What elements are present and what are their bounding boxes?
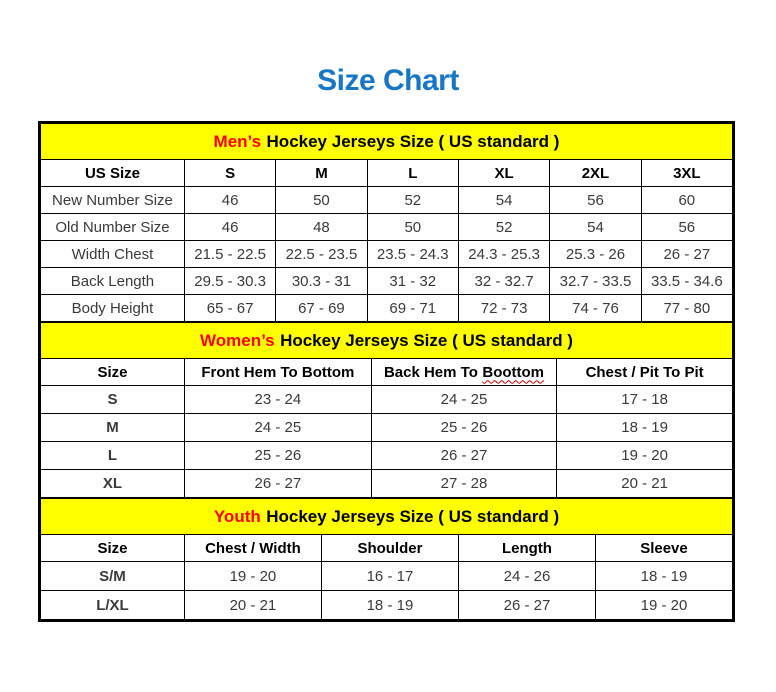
table-cell: 18 - 19 bbox=[595, 562, 732, 591]
table-row bbox=[41, 562, 733, 591]
row-header: Old Number Size bbox=[41, 214, 185, 241]
table-cell: 27 - 28 bbox=[371, 470, 556, 498]
mens-size-table bbox=[40, 123, 733, 322]
table-cell: 54 bbox=[550, 214, 641, 241]
table-cell: 46 bbox=[184, 187, 275, 214]
column-header: Sleeve bbox=[595, 535, 732, 562]
table-cell: 16 - 17 bbox=[321, 562, 458, 591]
table-cell: 30.3 - 31 bbox=[276, 268, 367, 295]
column-header: Chest / Width bbox=[184, 535, 321, 562]
table-cell: 19 - 20 bbox=[595, 591, 732, 620]
table-cell: 60 bbox=[641, 187, 732, 214]
table-cell: 26 - 27 bbox=[371, 442, 556, 470]
column-header: Size bbox=[41, 535, 185, 562]
table-cell: 18 - 19 bbox=[557, 414, 733, 442]
youth-banner-row bbox=[41, 499, 733, 535]
row-header: S/M bbox=[41, 562, 185, 591]
row-header: Width Chest bbox=[41, 241, 185, 268]
table-cell: 26 - 27 bbox=[641, 241, 732, 268]
column-header: Size bbox=[41, 359, 185, 386]
table-cell: 23 - 24 bbox=[184, 386, 371, 414]
table-cell: 50 bbox=[276, 187, 367, 214]
table-cell: 48 bbox=[276, 214, 367, 241]
womens-size-table bbox=[40, 322, 733, 498]
column-header: Shoulder bbox=[321, 535, 458, 562]
column-header: XL bbox=[458, 160, 549, 187]
table-cell: 19 - 20 bbox=[184, 562, 321, 591]
table-cell: 50 bbox=[367, 214, 458, 241]
mens-banner-text: Hockey Jerseys Size ( US standard ) bbox=[266, 131, 560, 151]
table-cell: 56 bbox=[550, 187, 641, 214]
table-cell: 25 - 26 bbox=[184, 442, 371, 470]
youth-banner-text: Hockey Jerseys Size ( US standard ) bbox=[266, 506, 560, 526]
column-header: Length bbox=[458, 535, 595, 562]
table-cell: 26 - 27 bbox=[458, 591, 595, 620]
table-cell: 56 bbox=[641, 214, 732, 241]
mens-banner-highlight: Men’s bbox=[213, 131, 262, 151]
column-header: US Size bbox=[41, 160, 185, 187]
youth-banner-highlight: Youth bbox=[213, 506, 261, 526]
table-cell: 52 bbox=[458, 214, 549, 241]
womens-banner-highlight: Women’s bbox=[200, 330, 275, 350]
table-row bbox=[41, 241, 733, 268]
table-cell: 20 - 21 bbox=[184, 591, 321, 620]
row-header: Back Length bbox=[41, 268, 185, 295]
table-row bbox=[41, 442, 733, 470]
table-row bbox=[41, 295, 733, 322]
youth-table-banner bbox=[41, 499, 733, 535]
column-header: 3XL bbox=[641, 160, 732, 187]
table-cell: 22.5 - 23.5 bbox=[276, 241, 367, 268]
table-cell: 17 - 18 bbox=[557, 386, 733, 414]
row-header: M bbox=[41, 414, 185, 442]
womens-table-banner bbox=[41, 323, 733, 359]
column-header: Chest / Pit To Pit bbox=[557, 359, 733, 386]
table-cell: 24 - 25 bbox=[184, 414, 371, 442]
row-header: L/XL bbox=[41, 591, 185, 620]
table-row bbox=[41, 386, 733, 414]
column-header: 2XL bbox=[550, 160, 641, 187]
table-cell: 46 bbox=[184, 214, 275, 241]
column-header-text: Back Hem To bbox=[383, 363, 478, 381]
youth-header-row bbox=[41, 535, 733, 562]
table-cell: 74 - 76 bbox=[550, 295, 641, 322]
womens-banner-text: Hockey Jerseys Size ( US standard ) bbox=[280, 330, 573, 350]
table-cell: 19 - 20 bbox=[557, 442, 733, 470]
table-row bbox=[41, 591, 733, 620]
row-header: XL bbox=[41, 470, 185, 498]
misspelled-word: Boottom bbox=[482, 363, 545, 381]
column-header: M bbox=[276, 160, 367, 187]
table-cell: 26 - 27 bbox=[184, 470, 371, 498]
table-cell: 25.3 - 26 bbox=[550, 241, 641, 268]
column-header: Front Hem To Bottom bbox=[184, 359, 371, 386]
table-cell: 24.3 - 25.3 bbox=[458, 241, 549, 268]
table-row bbox=[41, 268, 733, 295]
womens-header-row bbox=[41, 359, 733, 386]
row-header: L bbox=[41, 442, 185, 470]
table-cell: 23.5 - 24.3 bbox=[367, 241, 458, 268]
table-cell: 67 - 69 bbox=[276, 295, 367, 322]
row-header: Body Height bbox=[41, 295, 185, 322]
table-cell: 33.5 - 34.6 bbox=[641, 268, 732, 295]
table-cell: 20 - 21 bbox=[557, 470, 733, 498]
table-row bbox=[41, 187, 733, 214]
table-cell: 18 - 19 bbox=[321, 591, 458, 620]
column-header: L bbox=[367, 160, 458, 187]
row-header: S bbox=[41, 386, 185, 414]
table-cell: 25 - 26 bbox=[371, 414, 556, 442]
table-cell: 52 bbox=[367, 187, 458, 214]
page-title: Size Chart bbox=[317, 64, 459, 97]
table-cell: 72 - 73 bbox=[458, 295, 549, 322]
table-cell: 24 - 25 bbox=[371, 386, 556, 414]
size-chart-container bbox=[38, 121, 735, 622]
row-header: New Number Size bbox=[41, 187, 185, 214]
column-header-with-spellcheck bbox=[371, 359, 556, 386]
table-row bbox=[41, 414, 733, 442]
womens-banner-row bbox=[41, 323, 733, 359]
table-cell: 65 - 67 bbox=[184, 295, 275, 322]
table-cell: 32 - 32.7 bbox=[458, 268, 549, 295]
table-row bbox=[41, 214, 733, 241]
table-cell: 77 - 80 bbox=[641, 295, 732, 322]
table-cell: 29.5 - 30.3 bbox=[184, 268, 275, 295]
table-cell: 21.5 - 22.5 bbox=[184, 241, 275, 268]
table-row bbox=[41, 470, 733, 498]
table-cell: 69 - 71 bbox=[367, 295, 458, 322]
mens-header-row bbox=[41, 160, 733, 187]
column-header: S bbox=[184, 160, 275, 187]
mens-table-banner bbox=[41, 124, 733, 160]
table-cell: 24 - 26 bbox=[458, 562, 595, 591]
table-cell: 31 - 32 bbox=[367, 268, 458, 295]
mens-banner-row bbox=[41, 124, 733, 160]
youth-size-table bbox=[40, 498, 733, 620]
table-cell: 32.7 - 33.5 bbox=[550, 268, 641, 295]
table-cell: 54 bbox=[458, 187, 549, 214]
